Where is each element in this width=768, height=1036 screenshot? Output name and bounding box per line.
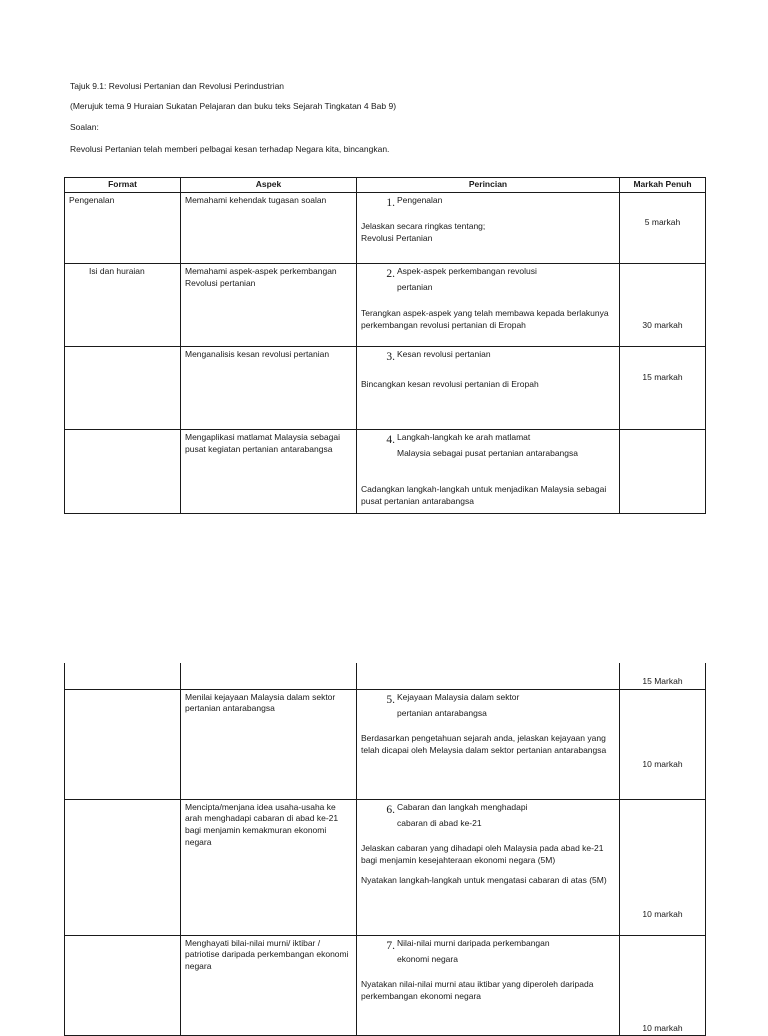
question-text: Revolusi Pertanian telah memberi pelbagai kesan terhadap Negara kita, bincangkan. — [70, 144, 390, 154]
question-label: Soalan: — [70, 122, 99, 132]
format-cell: Isi dan huraian — [65, 263, 181, 346]
item-title-cont: pertanian — [397, 281, 433, 292]
item-number: 2. — [386, 267, 395, 280]
mark-cell — [620, 263, 706, 346]
aspek-cell: Mengaplikasi matlamat Malaysia sebagai pusat kegiatan pertanian antarabangsa — [181, 429, 357, 513]
table-header-row — [65, 178, 706, 193]
item-description: Nyatakan nilai-nilai murni atau iktibar yang diperoleh daripada perkembangan ekonomi negara — [361, 979, 594, 1002]
table-row — [65, 935, 706, 1035]
perincian-cell — [357, 935, 620, 1035]
item-title-cont: cabaran di abad ke-21 — [397, 817, 482, 828]
format-cell — [65, 429, 181, 513]
table-row — [65, 799, 706, 935]
mark-cell — [620, 935, 706, 1035]
aspek-cell: Menganalisis kesan revolusi pertanian — [181, 346, 357, 429]
item-description: Nyatakan langkah-langkah untuk mengatasi cabaran di atas (5M) — [361, 875, 607, 886]
column-header-format: Format — [65, 178, 181, 193]
item-description: Terangkan aspek-aspek yang telah membawa kepada berlakunya perkembangan revolusi pertanian di Eropah — [361, 307, 609, 330]
item-title: Aspek-aspek perkembangan revolusi — [397, 265, 537, 276]
format-cell: Pengenalan — [65, 192, 181, 263]
item-number: 5. — [386, 693, 395, 706]
mark-value: 10 markah — [642, 758, 683, 769]
item-number: 3. — [386, 350, 395, 363]
item-title: Kesan revolusi pertanian — [397, 348, 491, 359]
table-row — [65, 689, 706, 799]
item-description: Bincangkan kesan revolusi pertanian di Eropah — [361, 378, 539, 389]
item-title-cont: Malaysia sebagai pusat pertanian antarabangsa — [397, 447, 578, 458]
mark-cell — [620, 799, 706, 935]
aspek-cell: Menilai kejayaan Malaysia dalam sektor pertanian antarabangsa — [181, 689, 357, 799]
aspek-cell: Mencipta/menjana idea usaha-usaha ke arah menghadapi cabaran di abad ke-21 bagi menjamin kemakmuran ekonomi negara — [181, 799, 357, 935]
aspek-cell: Menghayati bilai-nilai murni/ iktibar / patriotise daripada perkembangan ekonomi negara — [181, 935, 357, 1035]
item-title: Langkah-langkah ke arah matlamat — [397, 431, 531, 442]
document-reference: (Merujuk tema 9 Huraian Sukatan Pelajaran dan buku teks Sejarah Tingkatan 4 Bab 9) — [70, 101, 397, 111]
perincian-cell — [357, 263, 620, 346]
perincian-cell — [357, 192, 620, 263]
item-number: 1. — [386, 196, 395, 209]
aspek-cell: Memahami aspek-aspek perkembangan Revolusi pertanian — [181, 263, 357, 346]
aspek-cell — [181, 663, 357, 689]
mark-value: 30 markah — [642, 320, 683, 330]
item-title: Kejayaan Malaysia dalam sektor — [397, 691, 520, 702]
format-cell — [65, 935, 181, 1035]
aspek-cell: Memahami kehendak tugasan soalan — [181, 192, 357, 263]
rubric-table-continued — [64, 663, 706, 1036]
rubric-table — [64, 177, 706, 514]
perincian-cell — [357, 663, 620, 689]
item-title-cont: ekonomi negara — [397, 953, 458, 964]
mark-value: 10 markah — [642, 908, 683, 919]
item-title: Pengenalan — [397, 194, 443, 205]
mark-cell — [620, 192, 706, 263]
document-title: Tajuk 9.1: Revolusi Pertanian dan Revolusi Perindustrian — [70, 81, 285, 91]
perincian-cell — [357, 689, 620, 799]
item-description: Revolusi Pertanian — [361, 232, 433, 243]
item-title: Nilai-nilai murni daripada perkembangan — [397, 937, 550, 948]
column-header-perincian: Perincian — [357, 178, 620, 193]
format-cell — [65, 663, 181, 689]
item-number: 7. — [386, 939, 395, 952]
format-cell — [65, 346, 181, 429]
column-header-aspek: Aspek — [181, 178, 357, 193]
mark-cell — [620, 429, 706, 513]
item-description: Jelaskan secara ringkas tentang; — [361, 220, 486, 231]
column-header-markah: Markah Penuh — [620, 178, 706, 193]
table-row — [65, 192, 706, 263]
item-title-cont: pertanian antarabangsa — [397, 707, 487, 718]
perincian-cell — [357, 429, 620, 513]
item-title: Cabaran dan langkah menghadapi — [397, 801, 528, 812]
mark-cell — [620, 689, 706, 799]
mark-cell — [620, 663, 706, 689]
perincian-cell — [357, 346, 620, 429]
item-number: 4. — [386, 433, 395, 446]
mark-cell — [620, 346, 706, 429]
table-row — [65, 263, 706, 346]
table-row — [65, 663, 706, 689]
item-description: Cadangkan langkah-langkah untuk menjadikan Malaysia sebagai pusat pertanian antarabangsa — [361, 483, 607, 506]
mark-value: 15 markah — [642, 371, 683, 382]
format-cell — [65, 689, 181, 799]
item-description: Berdasarkan pengetahuan sejarah anda, jelaskan kejayaan yang telah dicapai oleh Melaysia dalam sektor pertanian antarabangsa — [361, 733, 607, 756]
mark-value: 15 Markah — [642, 675, 683, 686]
item-description: Jelaskan cabaran yang dihadapi oleh Malaysia pada abad ke-21 bagi menjamin kesejahteraan ekonomi negara (5M) — [361, 843, 604, 866]
table-row — [65, 429, 706, 513]
item-number: 6. — [386, 803, 395, 816]
format-cell — [65, 799, 181, 935]
table-row — [65, 346, 706, 429]
mark-value: 5 markah — [644, 216, 681, 227]
perincian-cell — [357, 799, 620, 935]
mark-value: 10 markah — [642, 1022, 683, 1033]
